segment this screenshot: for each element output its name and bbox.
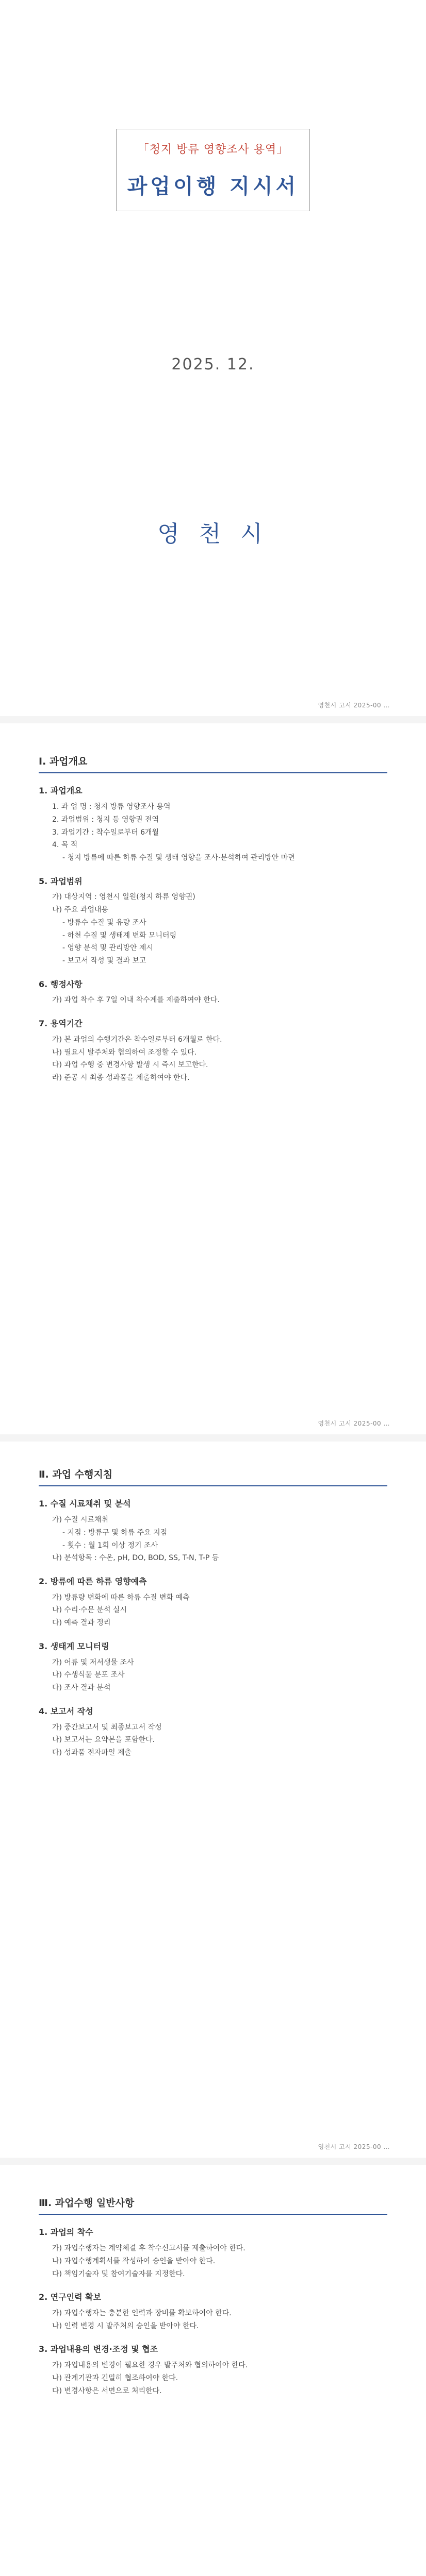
text-line: 나) 필요시 발주처와 협의하여 조정할 수 있다. <box>52 1048 197 1057</box>
text-line: 가) 방류량 변화에 따른 하류 수질 변화 예측 <box>52 1593 190 1602</box>
text-line: - 보고서 작성 및 결과 보고 <box>62 956 146 965</box>
text-line: 2. 과업범위 : 청지 등 영향권 전역 <box>52 815 159 824</box>
section-title: Ⅲ. 과업수행 일반사항 <box>39 2197 135 2209</box>
text-line: - 하천 수질 및 생태계 변화 모니터링 <box>62 931 177 940</box>
text-line: 다) 성과품 전자파일 제출 <box>52 1748 132 1757</box>
text-line: 나) 주요 과업내용 <box>52 906 109 914</box>
heading: 2. 연구인력 확보 <box>39 2292 102 2302</box>
heading: 4. 보고서 작성 <box>39 1706 93 1716</box>
text-line: - 방류수 수질 및 유량 조사 <box>62 918 146 927</box>
text-line: 가) 과업내용의 변경이 필요한 경우 발주처와 협의하여야 한다. <box>52 2361 248 2370</box>
page-2 <box>0 1442 426 2158</box>
text-line: 나) 보고서는 요약본을 포함한다. <box>52 1736 155 1744</box>
text-line: 3. 과업기간 : 착수일로부터 6개월 <box>52 828 159 837</box>
text-line: 가) 본 과업의 수행기간은 착수일로부터 6개월로 한다. <box>52 1035 222 1044</box>
text-line: 나) 수리·수문 분석 실시 <box>52 1606 127 1615</box>
page-footer: 영천시 고시 2025-00 … <box>318 2143 390 2150</box>
cover-title-box <box>116 129 310 211</box>
heading: 1. 과업개요 <box>39 786 83 796</box>
text-line: 가) 수질 시료채취 <box>52 1516 109 1524</box>
text-line: - 지점 : 방류구 및 하류 주요 지점 <box>62 1528 168 1537</box>
text-line: 가) 과업수행자는 계약체결 후 착수신고서를 제출하여야 한다. <box>52 2244 245 2253</box>
text-line: 4. 목 적 <box>52 841 78 850</box>
text-line: - 청지 방류에 따른 하류 수질 및 생태 영향을 조사·분석하여 관리방안 마련 <box>62 853 295 862</box>
heading: 1. 과업의 착수 <box>39 2227 93 2238</box>
text-line: 나) 인력 변경 시 발주처의 승인을 받아야 한다. <box>52 2321 199 2330</box>
text-line: 나) 수생식물 분포 조사 <box>52 1671 125 1680</box>
heading: 3. 과업내용의 변경·조정 및 협조 <box>39 2344 158 2354</box>
text-line: 나) 관계기관과 긴밀히 협조하여야 한다. <box>52 2374 178 2382</box>
text-line: 가) 중간보고서 및 최종보고서 작성 <box>52 1723 162 1732</box>
page-footer: 영천시 고시 2025-00 … <box>318 702 390 709</box>
text-line: 가) 어류 및 저서생물 조사 <box>52 1658 134 1667</box>
page-3 <box>0 2165 426 2576</box>
section-title: Ⅱ. 과업 수행지침 <box>39 1469 113 1480</box>
cover-date: 2025. 12. <box>171 355 255 374</box>
text-line: - 횟수 : 월 1회 이상 정기 조사 <box>62 1541 158 1550</box>
text-line: 다) 조사 결과 분석 <box>52 1684 111 1692</box>
cover-title: 과업이행 지시서 <box>127 175 299 198</box>
heading: 7. 용역기간 <box>39 1019 83 1029</box>
heading: 1. 수질 시료채취 및 분석 <box>39 1499 131 1509</box>
text-line: 1. 과 업 명 : 청지 방류 영향조사 용역 <box>52 803 171 811</box>
heading: 5. 과업범위 <box>39 876 83 886</box>
cover-org: 영 천 시 <box>157 521 269 547</box>
text-line: 나) 과업수행계획서를 작성하여 승인을 받아야 한다. <box>52 2257 216 2265</box>
heading: 6. 행정사항 <box>39 979 83 989</box>
text-line: 가) 과업수행자는 충분한 인력과 장비를 확보하여야 한다. <box>52 2309 232 2318</box>
cover-subtitle: 「청지 방류 영향조사 용역」 <box>137 143 289 156</box>
page-1 <box>0 723 426 1434</box>
heading: 2. 방류에 따른 하류 영향예측 <box>39 1576 147 1586</box>
section-title: Ⅰ. 과업개요 <box>39 756 88 767</box>
text-line: 다) 과업 수행 중 변경사항 발생 시 즉시 보고한다. <box>52 1061 208 1070</box>
text-line: 다) 책임기술자 및 참여기술자를 지정한다. <box>52 2269 185 2278</box>
text-line: 가) 대상지역 : 영천시 일원(청지 하류 영향권) <box>52 893 195 902</box>
text-line: 나) 분석항목 : 수온, pH, DO, BOD, SS, T-N, T-P 등 <box>52 1554 219 1563</box>
text-line: 다) 변경사항은 서면으로 처리한다. <box>52 2386 162 2395</box>
heading: 3. 생태계 모니터링 <box>39 1641 109 1651</box>
text-line: 라) 준공 시 최종 성과품을 제출하여야 한다. <box>52 1073 190 1082</box>
text-line: 가) 과업 착수 후 7일 이내 착수계를 제출하여야 한다. <box>52 996 220 1005</box>
text-line: - 영향 분석 및 관리방안 제시 <box>62 944 154 953</box>
page-footer: 영천시 고시 2025-00 … <box>318 1420 390 1427</box>
cover-page <box>0 0 426 716</box>
text-line: 다) 예측 결과 정리 <box>52 1619 111 1628</box>
